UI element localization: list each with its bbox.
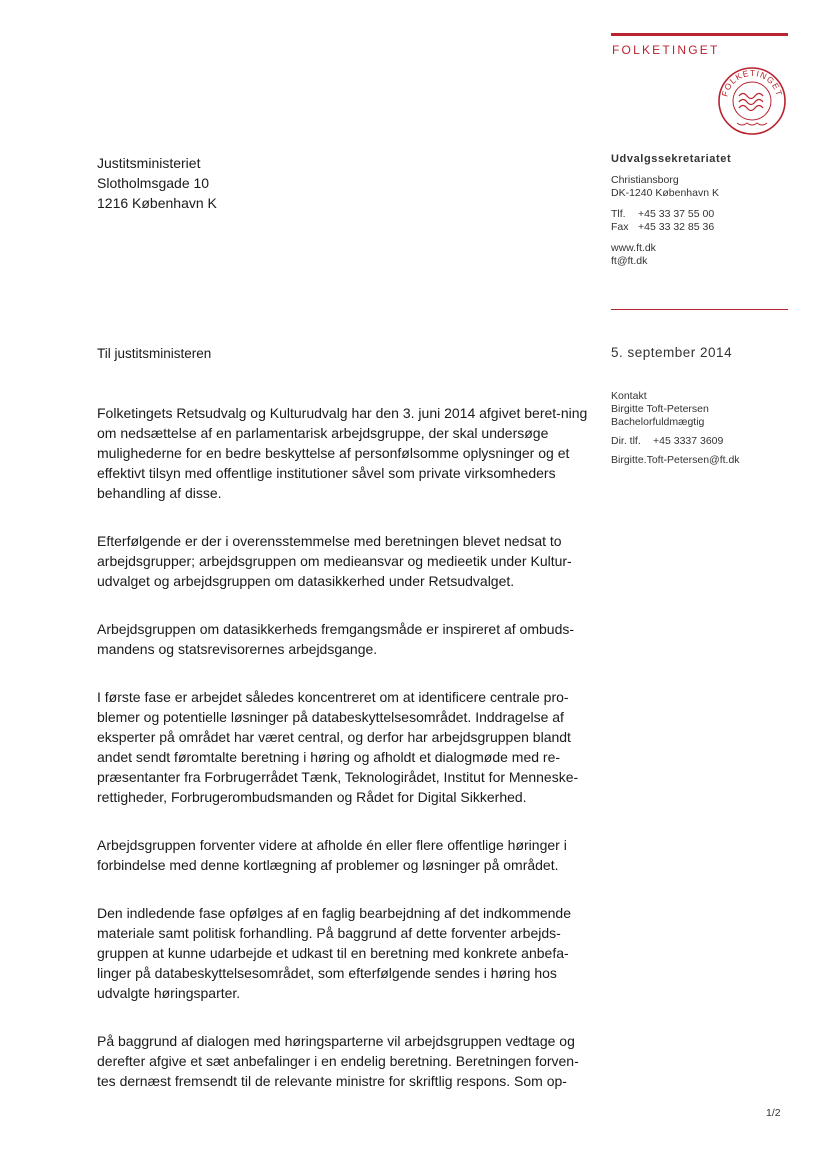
contact-direct-phone	[611, 435, 740, 448]
recipient-line: 1216 København K	[97, 195, 217, 211]
recipient-line: Slotholmsgade 10	[97, 175, 210, 191]
seal-text: FOLKETINGET	[719, 67, 785, 98]
body-paragraph: Arbejdsgruppen forventer videre at afholde én eller flere offentlige høringer i forbindelse med denne kortlægning af problemer og løsninger på området.	[97, 837, 567, 873]
sender-phone	[611, 208, 731, 221]
salutation: Til justitsministeren	[97, 346, 212, 361]
sender-email[interactable]: ft@ft.dk	[611, 255, 648, 267]
body-paragraph: Folketingets Retsudvalg og Kulturudvalg har den 3. juni 2014 afgivet beret-ning om nedsættelse af en parlamentarisk arbejdsgruppe, der skal undersøge mulighederne for en bedre beskyttelse af personfølsomme oplysninger og et effektivt tilsyn med offentlige institutioner såvel som private virksomheders behandling af disse.	[97, 405, 588, 501]
body-paragraph: I første fase er arbejdet således koncentreret om at identificere centrale pro-blemer og potentielle løsninger på databeskyttelsesområdet. Inddragelse af eksperter på området har været central, og derfor har arbejdsgruppen blandt andet sendt føromtalte beretning i høring og afholdt et dialogmøde med re-præsentanter fra Forbrugerrådet Tænk, Teknologirådet, Institut for Menneske-rettigheder, Forbrugerombudsmanden og Rådet for Digital Sikkerhed.	[97, 689, 579, 805]
phone-label: Tlf.	[611, 208, 626, 220]
contact-block	[611, 390, 740, 467]
page-number: 1/2	[766, 1107, 781, 1119]
letter-date: 5. september 2014	[611, 345, 733, 360]
body-paragraph: Arbejdsgruppen om datasikkerheds fremgangsmåde er inspireret af ombuds-mandens og statsrevisorernes arbejdsgange.	[97, 621, 575, 657]
sender-address-line: Christiansborg	[611, 174, 679, 186]
sender-fax	[611, 221, 731, 234]
contact-name: Birgitte Toft-Petersen	[611, 403, 709, 415]
recipient-line: Justitsministeriet	[97, 155, 201, 171]
sender-web[interactable]: www.ft.dk	[611, 242, 656, 254]
sender-address-line: DK-1240 København K	[611, 187, 719, 199]
recipient-address	[97, 153, 217, 213]
letter-body	[97, 403, 597, 1119]
contact-title: Bachelorfuldmægtig	[611, 416, 705, 428]
folketinget-seal-icon	[717, 66, 787, 136]
body-paragraph: På baggrund af dialogen med høringsparterne vil arbejdsgruppen vedtage og derefter afgive et sæt anbefalinger i en endelig beretning. Beretningen forven-tes dernæst fremsendt til de relevante ministre for skriftlig respons. Som op-	[97, 1033, 579, 1089]
sender-department: Udvalgssekretariatet	[611, 153, 732, 165]
contact-email[interactable]: Birgitte.Toft-Petersen@ft.dk	[611, 454, 740, 466]
sender-block	[611, 153, 731, 268]
body-paragraph: Den indledende fase opfølges af en faglig bearbejdning af det indkommende materiale samt politisk forhandling. På baggrund af dette forventer arbejds-gruppen at kunne udarbejde et udkast til en beretning med konkrete anbefa-linger på databeskyttelsesområdet, som efterfølgende sendes i høring hos udvalgte høringsparter.	[97, 905, 571, 1001]
fax-label: Fax	[611, 221, 629, 233]
contact-label: Kontakt	[611, 390, 647, 402]
phone-number: +45 33 37 55 00	[638, 208, 715, 220]
letterhead-org-name: FOLKETINGET	[612, 43, 720, 57]
fax-number: +45 33 32 85 36	[638, 221, 715, 233]
direct-phone-label: Dir. tlf.	[611, 435, 641, 447]
body-paragraph: Efterfølgende er der i overensstemmelse med beretningen blevet nedsat to arbejdsgrupper; arbejdsgruppen om medieansvar og medieetik under Kultur-udvalget og arbejdsgruppen om datasikkerhed under Retsudvalget.	[97, 533, 572, 589]
letterhead-top-rule	[611, 33, 788, 36]
direct-phone-number: +45 3337 3609	[653, 435, 724, 447]
sidebar-divider	[611, 309, 788, 310]
